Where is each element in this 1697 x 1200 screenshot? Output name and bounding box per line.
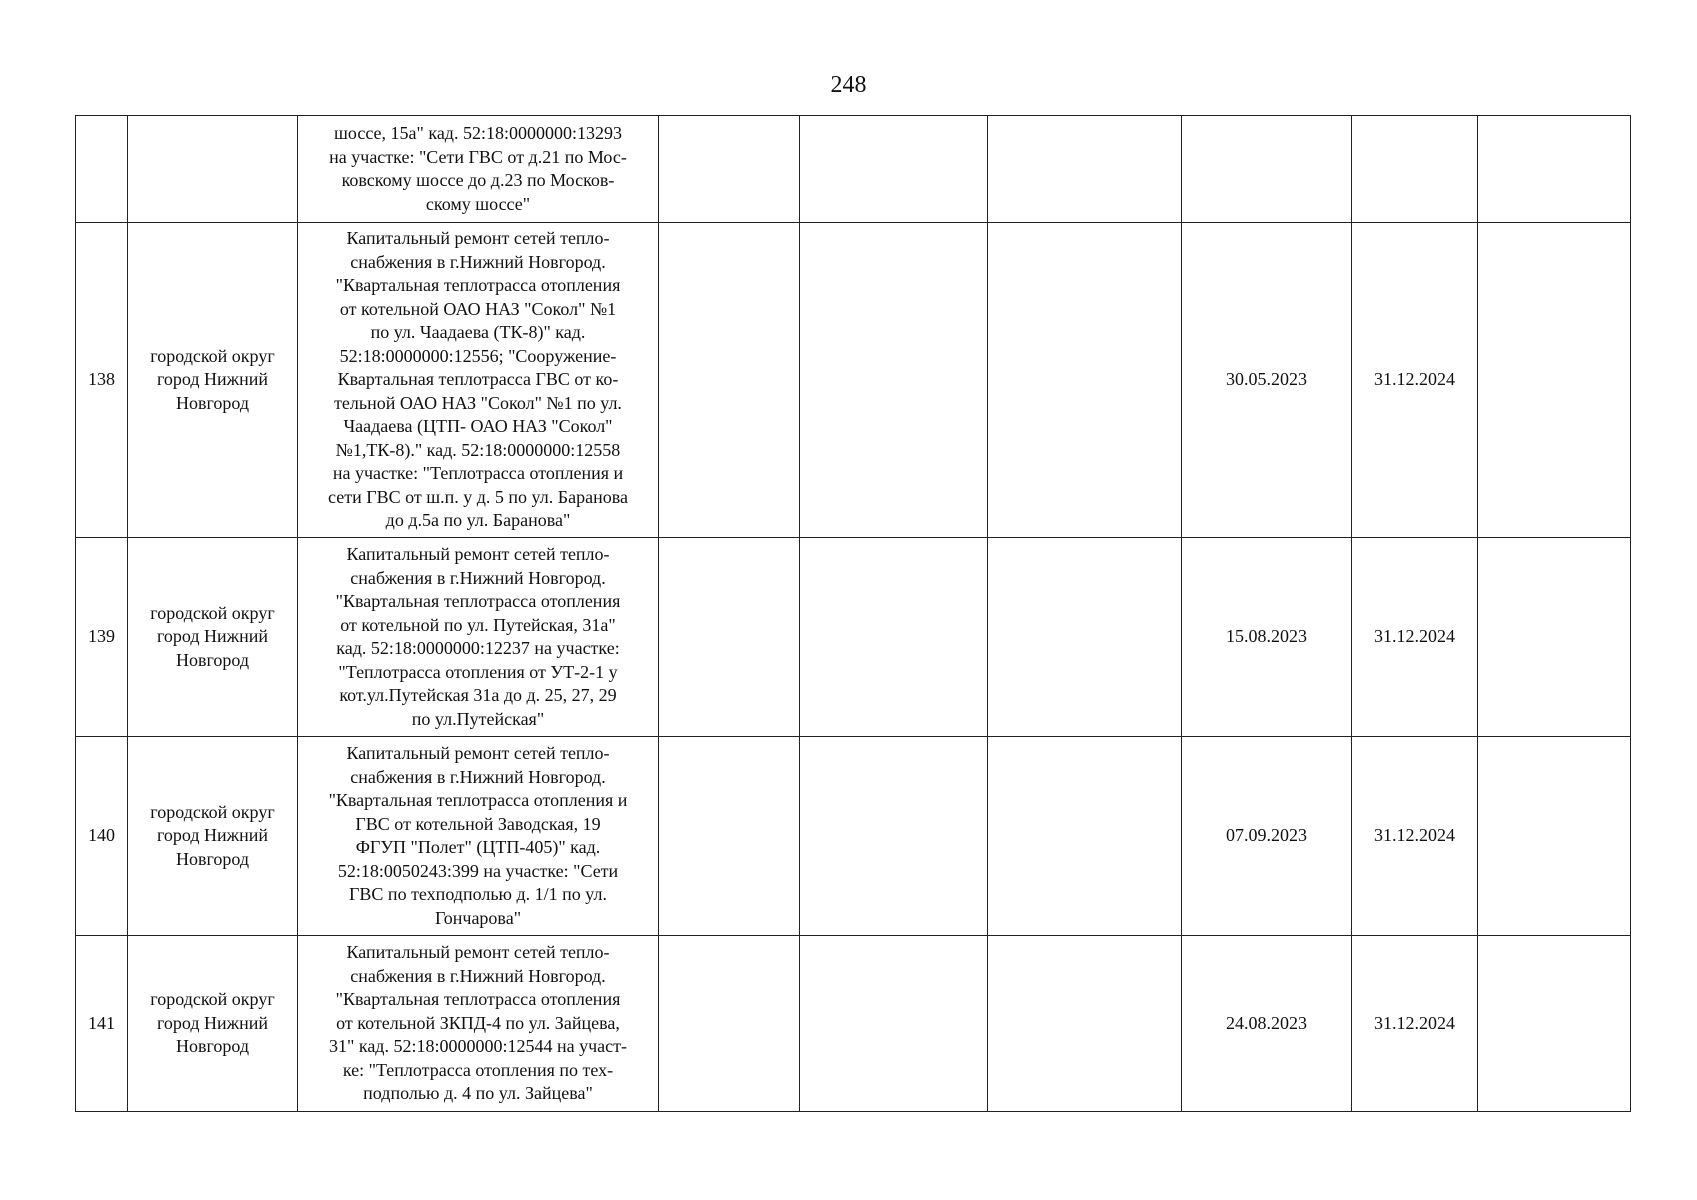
description-cell <box>298 936 659 1112</box>
description-line: 31" кад. 52:18:0000000:12544 на участ- <box>329 1036 627 1057</box>
empty-cell <box>1478 936 1631 1112</box>
empty-cell <box>988 538 1182 737</box>
end-date-cell: 31.12.2024 <box>1352 936 1478 1112</box>
empty-cell <box>800 538 988 737</box>
empty-cell <box>988 936 1182 1112</box>
start-date-cell: 07.09.2023 <box>1182 737 1352 936</box>
description-line: Капитальный ремонт сетей тепло- <box>346 743 610 763</box>
description-line: ке: "Теплотрасса отопления по тех- <box>342 1059 614 1080</box>
empty-cell <box>800 116 988 223</box>
municipality-line: Новгород <box>175 649 250 670</box>
row-number-cell: 140 <box>76 737 128 936</box>
description-line: по ул.Путейская" <box>411 708 545 729</box>
description-line: подполью д. 4 по ул. Зайцева" <box>363 1083 593 1104</box>
municipality-cell <box>128 223 298 538</box>
description-line: Чаадаева (ЦТП- ОАО НАЗ "Сокол" <box>343 416 613 437</box>
empty-cell <box>659 737 800 936</box>
description-cell <box>298 116 659 223</box>
description-line: "Квартальная теплотрасса отопления <box>335 989 621 1010</box>
municipality-cell <box>128 936 298 1112</box>
empty-cell <box>1478 737 1631 936</box>
description-line: Капитальный ремонт сетей тепло- <box>346 228 610 249</box>
description-line: "Квартальная теплотрасса отопления <box>335 591 621 611</box>
empty-cell <box>800 223 988 538</box>
description-line: до д.5а по ул. Баранова" <box>385 510 571 531</box>
municipality-line: город Нижний <box>156 626 269 647</box>
description-line: Гончарова" <box>434 907 522 928</box>
municipality-line: Новгород <box>175 1036 250 1057</box>
municipality-cell <box>128 538 298 737</box>
municipality-line: городской округ <box>150 989 275 1010</box>
empty-cell <box>988 737 1182 936</box>
row-number-cell: 139 <box>76 538 128 737</box>
description-line: "Квартальная теплотрасса отопления <box>335 275 621 296</box>
table-row <box>76 737 1631 936</box>
works-table <box>75 115 1631 1112</box>
table-row <box>76 223 1631 538</box>
end-date-cell: 31.12.2024 <box>1352 223 1478 538</box>
description-cell <box>298 737 659 936</box>
table-row <box>76 936 1631 1112</box>
municipality-cell <box>128 116 298 223</box>
description-cell <box>298 538 659 737</box>
description-line: от котельной по ул. Путейская, 31а" <box>340 614 616 635</box>
municipality-cell <box>128 737 298 936</box>
description-line: Квартальная теплотрасса ГВС от ко- <box>337 369 619 390</box>
empty-cell <box>659 116 800 223</box>
start-date-cell: 24.08.2023 <box>1182 936 1352 1112</box>
municipality-line: Новгород <box>175 392 250 413</box>
description-line: №1,ТК-8)." кад. 52:18:0000000:12558 <box>335 439 621 460</box>
description-line: снабжения в г.Нижний Новгород. <box>350 251 606 272</box>
empty-cell <box>659 223 800 538</box>
description-line: Капитальный ремонт сетей тепло- <box>346 942 610 963</box>
table-row <box>76 538 1631 737</box>
empty-cell <box>1478 223 1631 538</box>
start-date-cell <box>1182 116 1352 223</box>
empty-cell <box>1478 116 1631 223</box>
empty-cell <box>800 737 988 936</box>
description-line: "Теплотрасса отопления от УТ-2-1 у <box>338 661 618 682</box>
start-date-cell: 15.08.2023 <box>1182 538 1352 737</box>
description-line: 52:18:0000000:12556; "Сооружение- <box>339 345 617 366</box>
empty-cell <box>800 936 988 1112</box>
description-line: от котельной ОАО НАЗ "Сокол" №1 <box>339 298 617 319</box>
description-line: ГВС по техподполью д. 1/1 по ул. <box>349 884 607 904</box>
description-line: ковскому шоссе до д.23 по Москов- <box>341 170 615 190</box>
description-line: снабжения в г.Нижний Новгород. <box>350 766 606 787</box>
municipality-line: городской округ <box>150 602 275 623</box>
page-number: 248 <box>830 72 867 98</box>
start-date-cell: 30.05.2023 <box>1182 223 1352 538</box>
end-date-cell: 31.12.2024 <box>1352 737 1478 936</box>
municipality-line: Новгород <box>175 848 250 869</box>
empty-cell <box>659 538 800 737</box>
description-line: на участке: "Сети ГВС от д.21 по Мос- <box>329 146 627 167</box>
empty-cell <box>1478 538 1631 737</box>
description-line: снабжения в г.Нижний Новгород. <box>350 965 606 986</box>
description-line: кад. 52:18:0000000:12237 на участке: <box>336 638 620 658</box>
description-line: Капитальный ремонт сетей тепло- <box>346 544 610 564</box>
end-date-cell <box>1352 116 1478 223</box>
description-cell <box>298 223 659 538</box>
municipality-line: город Нижний <box>156 825 269 846</box>
row-number-cell: 138 <box>76 223 128 538</box>
municipality-line: городской округ <box>150 801 275 822</box>
row-number-cell <box>76 116 128 223</box>
row-number-cell: 141 <box>76 936 128 1112</box>
table-row <box>76 116 1631 223</box>
municipality-line: город Нижний <box>156 1012 269 1033</box>
description-line: кот.ул.Путейская 31а до д. 25, 27, 29 <box>339 685 617 705</box>
empty-cell <box>988 116 1182 223</box>
description-line: ФГУП "Полет" (ЦТП-405)" кад. <box>355 837 601 857</box>
description-line: от котельной ЗКПД-4 по ул. Зайцева, <box>336 1012 620 1033</box>
end-date-cell: 31.12.2024 <box>1352 538 1478 737</box>
description-line: шоссе, 15а" кад. 52:18:0000000:13293 <box>334 123 622 143</box>
description-line: 52:18:0050243:399 на участке: "Сети <box>337 860 619 881</box>
description-line: ГВС от котельной Заводская, 19 <box>355 813 601 834</box>
description-line: скому шоссе" <box>425 193 531 214</box>
empty-cell <box>659 936 800 1112</box>
municipality-line: город Нижний <box>156 369 269 390</box>
description-line: на участке: "Теплотрасса отопления и <box>332 463 624 484</box>
municipality-line: городской округ <box>150 345 275 366</box>
description-line: сети ГВС от ш.п. у д. 5 по ул. Баранова <box>328 486 628 507</box>
empty-cell <box>988 223 1182 538</box>
description-line: "Квартальная теплотрасса отопления и <box>328 790 628 810</box>
description-line: снабжения в г.Нижний Новгород. <box>350 567 606 588</box>
description-line: по ул. Чаадаева (ТК-8)" кад. <box>370 322 586 343</box>
description-line: тельной ОАО НАЗ "Сокол" №1 по ул. <box>334 392 622 413</box>
